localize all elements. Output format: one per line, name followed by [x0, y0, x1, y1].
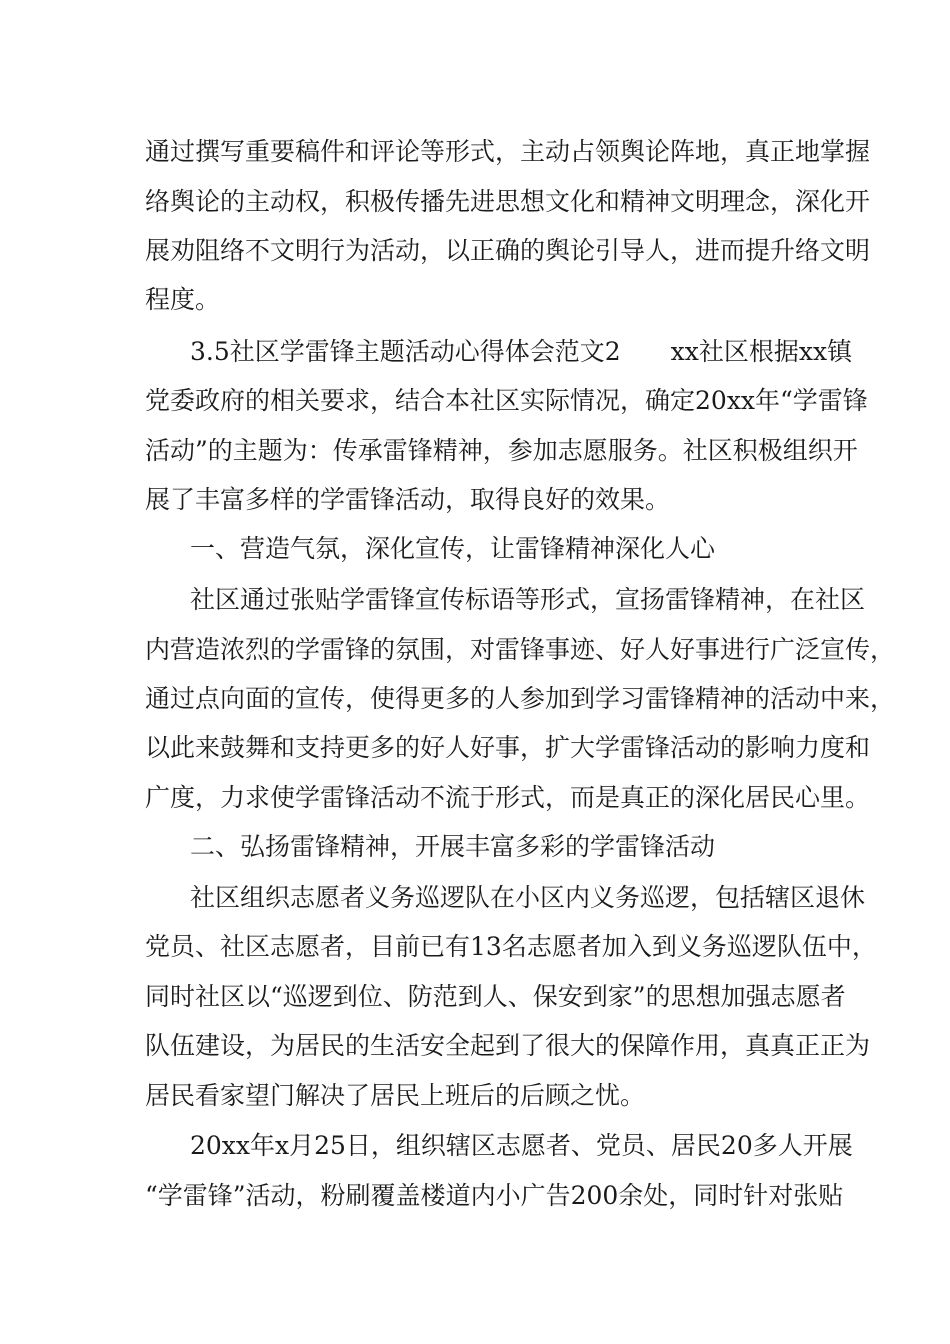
paragraph-line: 通过撰写重要稿件和评论等形式，主动占领舆论阵地，真正地掌握 [145, 137, 871, 166]
paragraph-line: 展了丰富多样的学雷锋活动，取得良好的效果。 [145, 485, 671, 514]
paragraph-line: 内营造浓烈的学雷锋的氛围，对雷锋事迹、好人好事进行广泛宣传， [145, 635, 896, 664]
paragraph-line: 社区组织志愿者义务巡逻队在小区内义务巡逻，包括辖区退休 [190, 883, 866, 912]
paragraph-line: 同时社区以“巡逻到位、防范到人、保安到家”的思想加强志愿者 [145, 982, 846, 1011]
section-heading: 一、营造气氛，深化宣传，让雷锋精神深化人心 [190, 534, 716, 563]
paragraph-line: 队伍建设，为居民的生活安全起到了很大的保障作用，真真正正为 [145, 1031, 871, 1060]
paragraph-line: 活动”的主题为：传承雷锋精神，参加志愿服务。社区积极组织开 [145, 436, 858, 465]
paragraph-line: 以此来鼓舞和支持更多的好人好事，扩大学雷锋活动的影响力度和 [145, 733, 871, 762]
paragraph-line: 展劝阻络不文明行为活动，以正确的舆论引导人，进而提升络文明 [145, 236, 871, 265]
paragraph-line: 20xx年x月25日，组织辖区志愿者、党员、居民20多人开展 [190, 1131, 853, 1160]
paragraph-line: 党员、社区志愿者，目前已有13名志愿者加入到义务巡逻队伍中， [145, 932, 877, 961]
paragraph-line: 3.5社区学雷锋主题活动心得体会范文2 xx社区根据xx镇 [190, 337, 853, 366]
paragraph-line: “学雷锋”活动，粉刷覆盖楼道内小广告200余处，同时针对张贴 [145, 1181, 844, 1210]
paragraph-line: 通过点向面的宣传，使得更多的人参加到学习雷锋精神的活动中来， [145, 684, 896, 713]
section-heading: 二、弘扬雷锋精神，开展丰富多彩的学雷锋活动 [190, 832, 716, 861]
paragraph-line: 社区通过张贴学雷锋宣传标语等形式，宣扬雷锋精神，在社区 [190, 585, 866, 614]
paragraph-line: 居民看家望门解决了居民上班后的后顾之忧。 [145, 1081, 646, 1110]
paragraph-line: 广度，力求使学雷锋活动不流于形式，而是真正的深化居民心里。 [145, 783, 871, 812]
paragraph-line: 程度。 [145, 285, 221, 314]
paragraph-line: 党委政府的相关要求，结合本社区实际情况，确定20xx年“学雷锋 [145, 386, 868, 415]
paragraph-line: 络舆论的主动权，积极传播先进思想文化和精神文明理念，深化开 [145, 187, 871, 216]
